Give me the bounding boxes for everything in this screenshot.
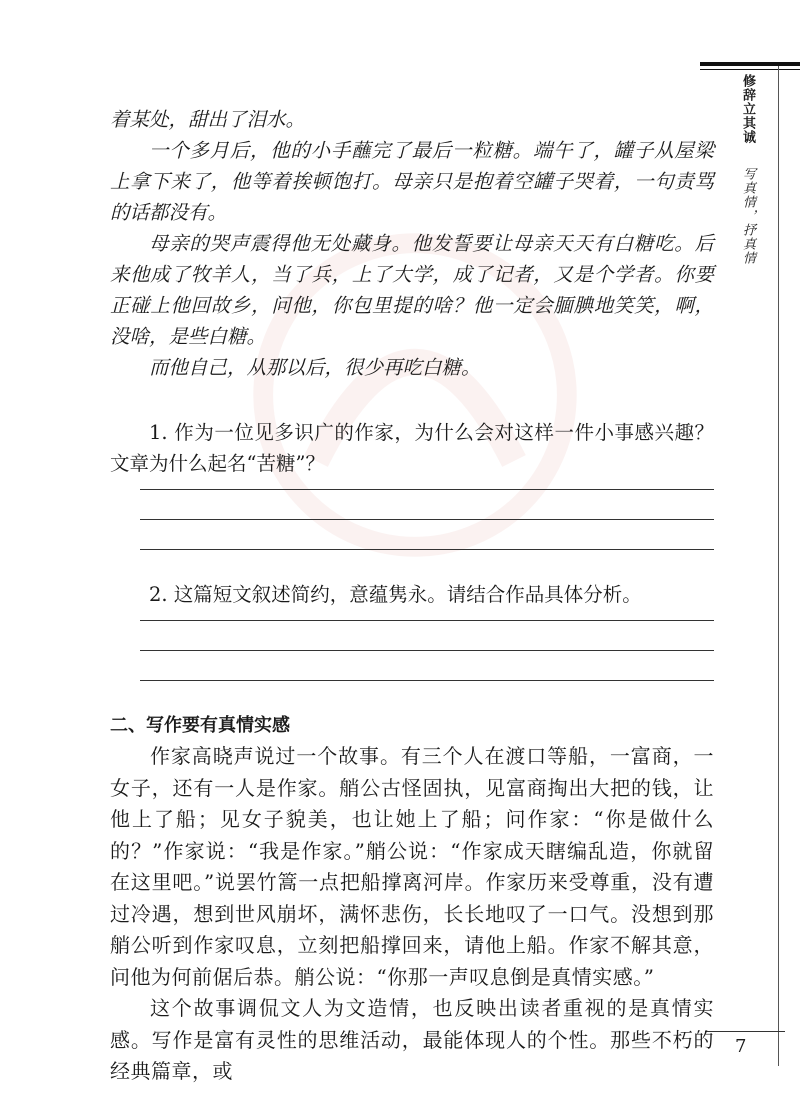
- answer-line[interactable]: [140, 549, 714, 550]
- story-paragraph: 母亲的哭声震得他无处藏身。他发誓要让母亲天天有白糖吃。后来他成了牧羊人，当了兵，上了大学，成了记者，又是个学者。你要正碰上他回故乡，问他，你包里提的啥？他一定会腼腆地笑笑，啊，没啥，是些白糖。: [110, 232, 714, 348]
- section-paragraph: 这个故事调侃文人为文造情，也反映出读者重视的是真情实感。写作是富有灵性的思维活动，最能体现人的个性。那些不朽的经典篇章，或: [110, 996, 714, 1083]
- page-content: [110, 104, 714, 1088]
- answer-line[interactable]: [140, 519, 714, 520]
- answer-line[interactable]: [140, 650, 714, 651]
- page-number: 7: [735, 1036, 747, 1057]
- sidebar-subtitle: 写真情，抒真情: [740, 167, 755, 266]
- section-paragraph: 作家高晓声说过一个故事。有三个人在渡口等船，一富商，一女子，还有一人是作家。艄公古怪固执，见富商掏出大把的钱，让他上了船；见女子貌美，也让她上了船；问作家：“你是做什么的？”作家说：“我是作家。”艄公说：“作家成天瞎编乱造，你就留在这里吧。”说罢竹篙一点把船撑离河岸。作家历来受尊重，没有遭过冷遇，想到世风崩坏，满怀悲伤，长长地叹了一口气。没想到那艄公听到作家叹息，立刻把船撑回来，请他上船。作家不解其意，问他为何前倨后恭。艄公说：“你那一声叹息倒是真情实感。”: [110, 744, 714, 989]
- story-paragraph: 着某处，甜出了泪水。: [110, 108, 306, 131]
- answer-lines-1[interactable]: [140, 489, 714, 550]
- question-1: 1. 作为一位见多识广的作家，为什么会对这样一件小事感兴趣？文章为什么起名“苦糖”？: [110, 421, 714, 475]
- question-2: 2. 这篇短文叙述简约，意蕴隽永。请结合作品具体分析。: [149, 583, 642, 606]
- story-paragraph: 一个多月后，他的小手蘸完了最后一粒糖。端午了，罐子从屋梁上拿下来了，他等着挨顿饱打。母亲只是抱着空罐子哭着，一句责骂的话都没有。: [110, 139, 714, 224]
- header-rule-thin: [700, 69, 800, 70]
- header-rule-thick: [700, 62, 800, 66]
- answer-line[interactable]: [140, 680, 714, 681]
- answer-line[interactable]: [140, 620, 714, 621]
- margin-rule: [778, 66, 779, 1066]
- answer-lines-2[interactable]: [140, 620, 714, 681]
- answer-line[interactable]: [140, 489, 714, 490]
- sidebar-title: 修辞立其诚: [740, 74, 755, 144]
- sidebar-running-head: [735, 74, 757, 265]
- section-heading: 二、写作要有真情实感: [110, 715, 290, 736]
- footer-rule: [705, 1031, 785, 1032]
- story-paragraph: 而他自己，从那以后，很少再吃白糖。: [149, 356, 481, 379]
